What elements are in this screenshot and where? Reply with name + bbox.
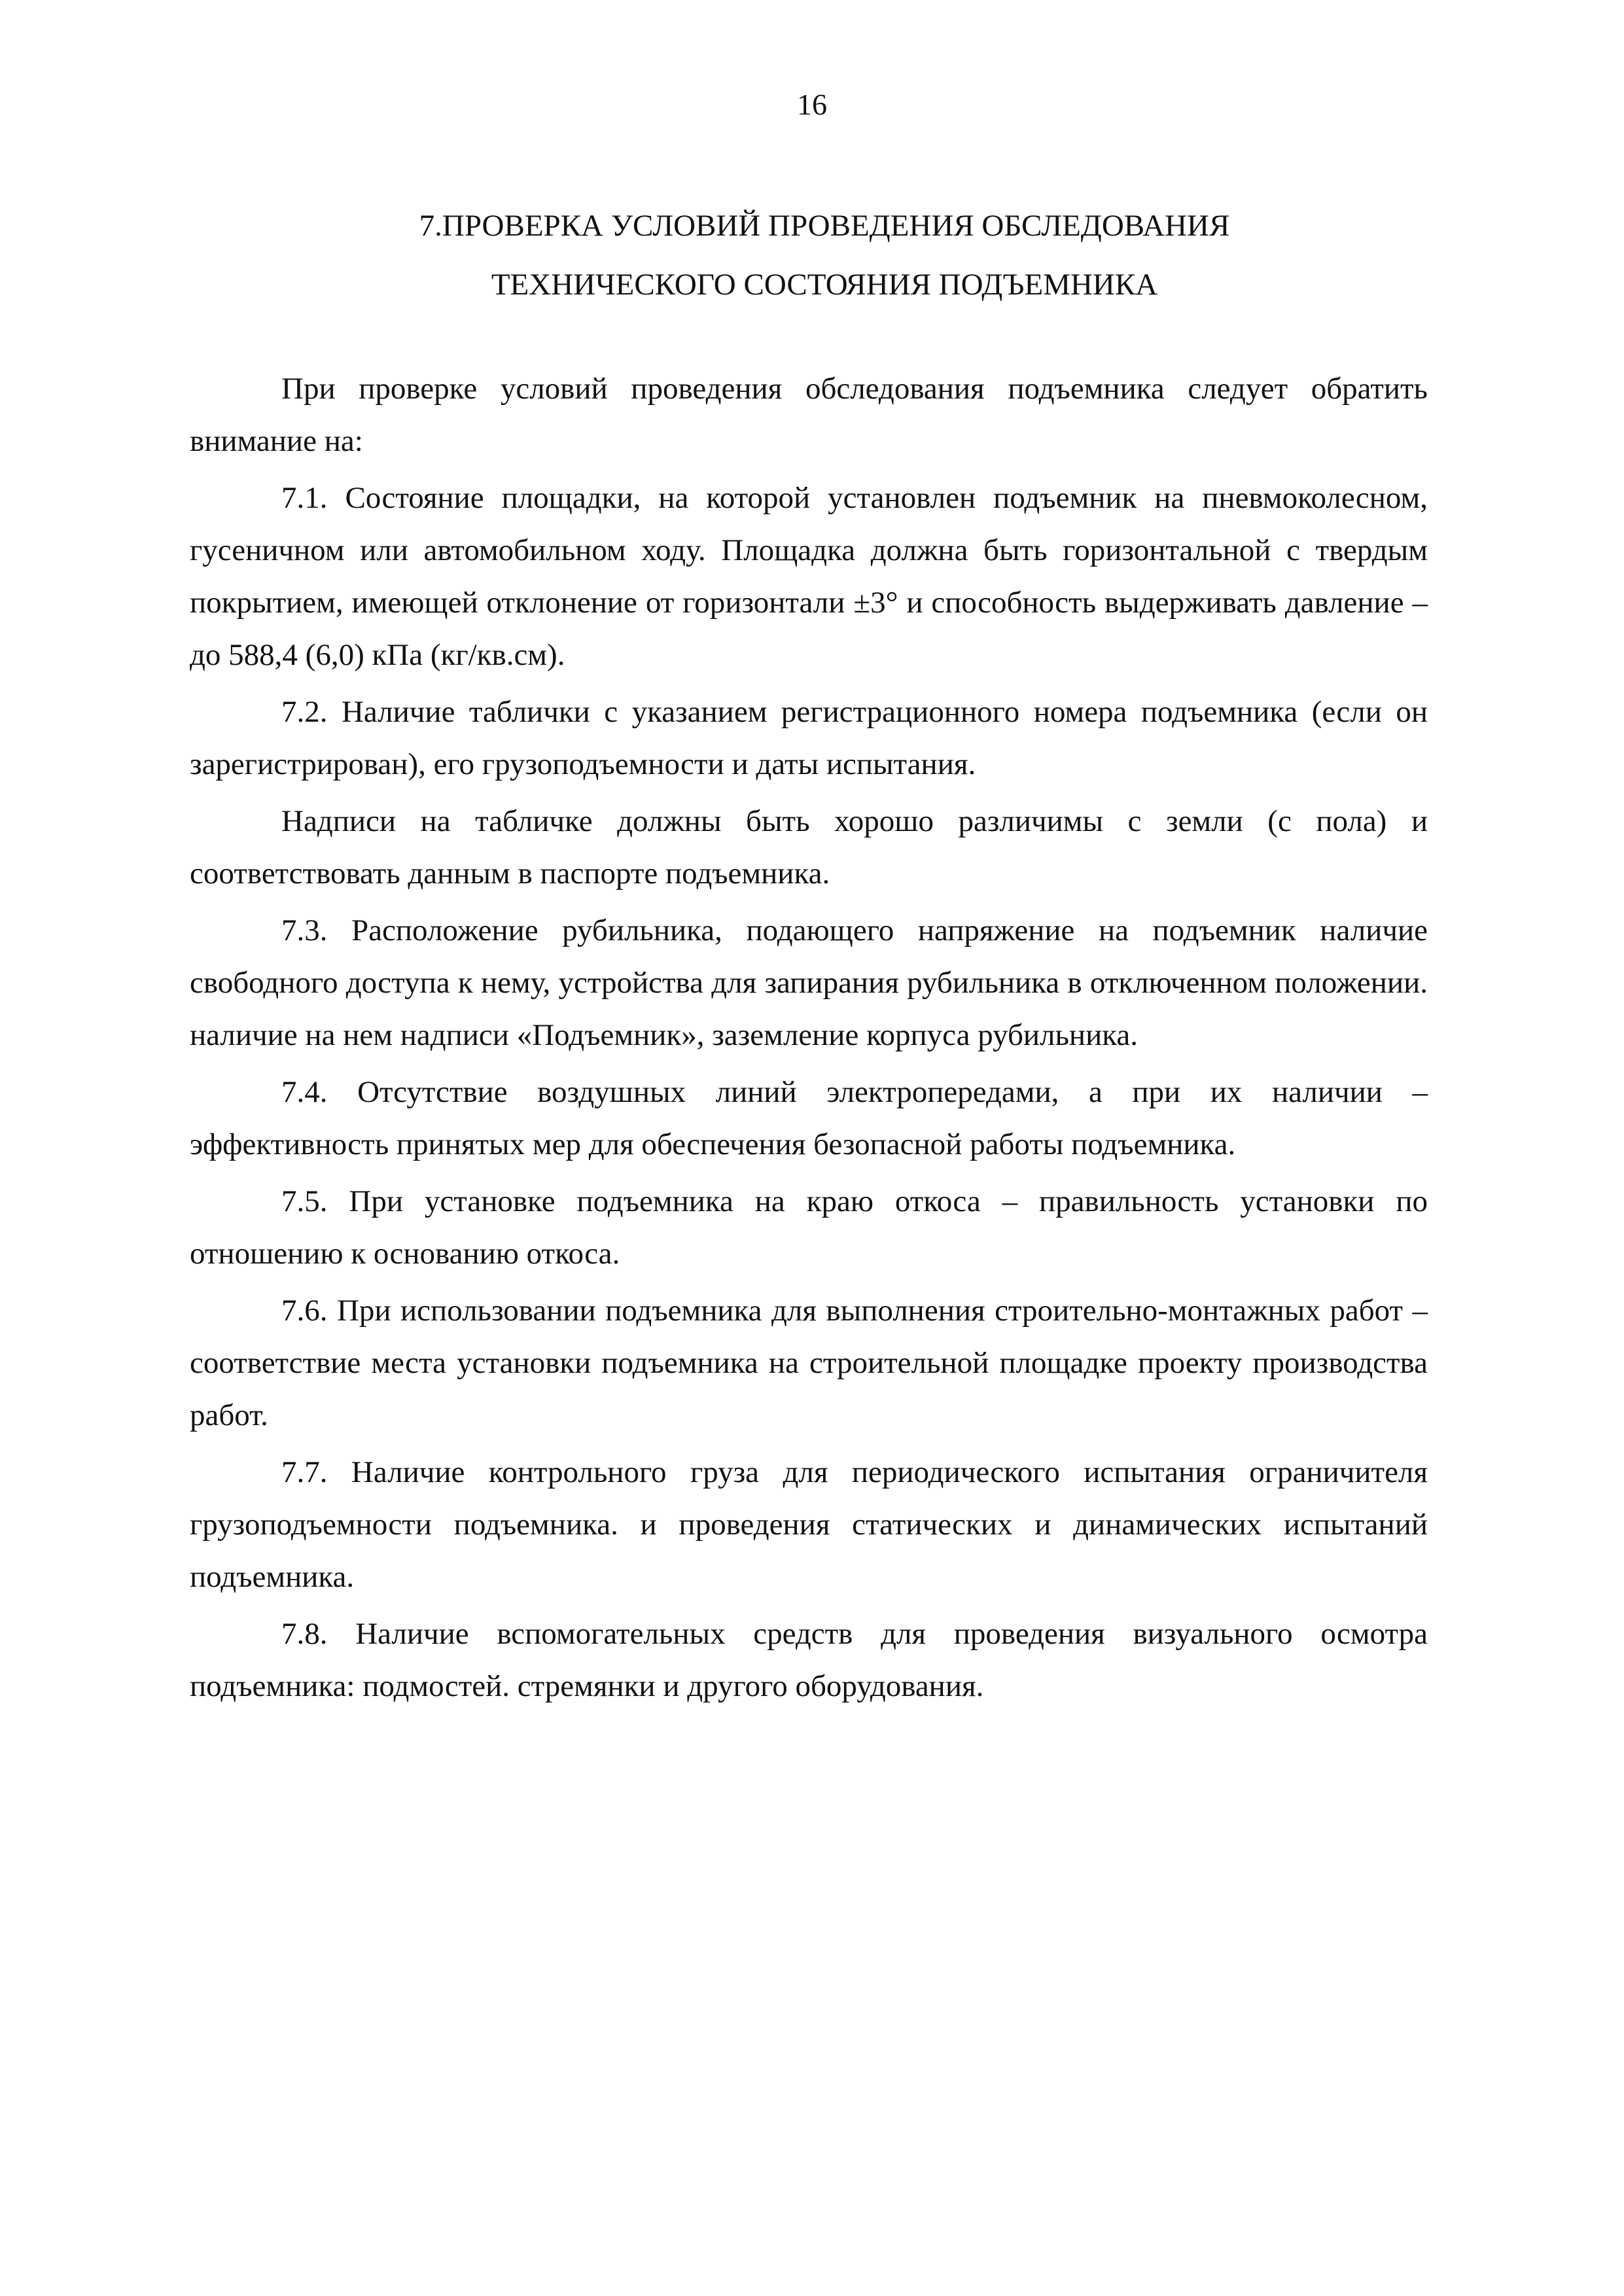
paragraph-7-5: 7.5. При установке подъемника на краю откоса – правильность установки по отношению к основанию откоса. [190, 1184, 1428, 1271]
paragraph-7-4: 7.4. Отсутствие воздушных линий электропередами, а при их наличии – эффективность принятых мер для обеспечения безопасной работы подъемника. [190, 1075, 1428, 1161]
paragraph-7-8: 7.8. Наличие вспомогательных средств для проведения визуального осмотра подъемника: подмостей. стремянки и другого оборудования. [190, 1617, 1428, 1703]
paragraph-7-3: 7.3. Расположение рубильника, подающего напряжение на подъемник наличие свободного доступа к нему, устройства для запирания рубильника в отключенном положении. наличие на нем надписи «Подъемник», заземление корпуса рубильника. [190, 913, 1428, 1052]
section-title-line-2: ТЕХНИЧЕСКОГО СОСТОЯНИЯ ПОДЪЕМНИКА [491, 268, 1158, 302]
paragraph-7-1: 7.1. Состояние площадки, на которой установлен подъемник на пневмоколесном, гусеничном или автомобильном ходу. Площадка должна быть горизонтальной с твердым покрытием, имеющей отклонение от горизонтали ±3° и способность выдерживать давление – до 588,4 (6,0) кПа (кг/кв.см). [190, 481, 1428, 672]
paragraph-7-7: 7.7. Наличие контрольного груза для периодического испытания ограничителя грузоподъемности подъемника. и проведения статических и динамических испытаний подъемника. [190, 1455, 1428, 1594]
page-number: 16 [797, 88, 827, 121]
section-title-line-1: 7.ПРОВЕРКА УСЛОВИЙ ПРОВЕДЕНИЯ ОБСЛЕДОВАНИЯ [419, 209, 1230, 243]
paragraph-inscriptions: Надписи на табличке должны быть хорошо различимы с земли (с пола) и соответствовать данным в паспорте подъемника. [190, 804, 1428, 891]
section-title [183, 196, 1466, 314]
paragraph-7-2: 7.2. Наличие таблички с указанием регистрационного номера подъемника (если он зарегистрирован), его грузоподъемности и даты испытания. [190, 695, 1428, 781]
intro-paragraph: При проверке условий проведения обследования подъемника следует обратить внимание на: [190, 372, 1428, 458]
paragraph-7-6: 7.6. При использовании подъемника для выполнения строительно-монтажных работ – соответствие места установки подъемника на строительной площадке проекту производства работ. [190, 1294, 1428, 1432]
document-body [190, 362, 1428, 1717]
